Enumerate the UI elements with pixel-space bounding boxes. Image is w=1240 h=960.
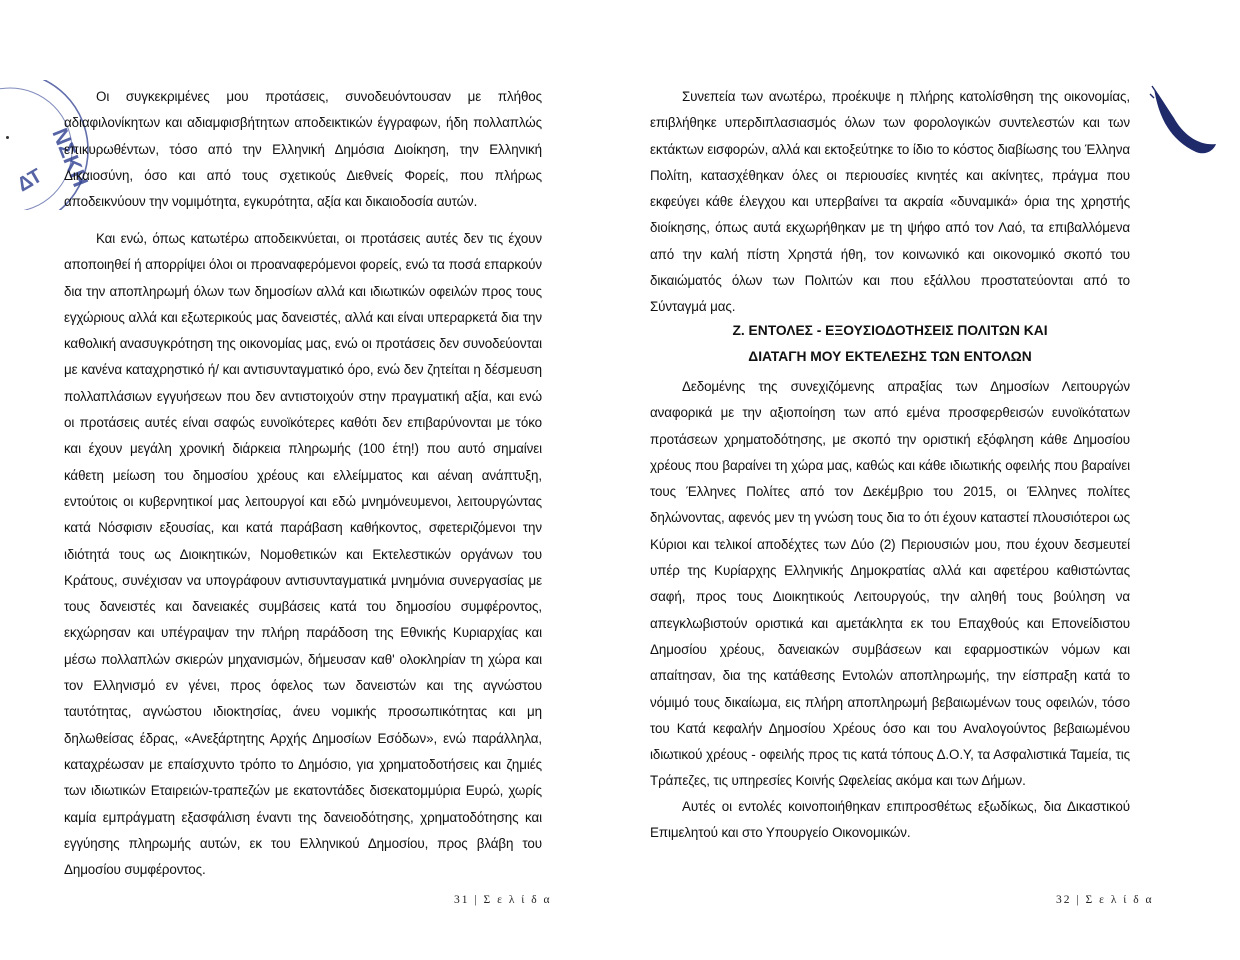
paragraph: Οι συγκεκριμένες μου προτάσεις, συνοδευόντουσαν με πλήθος αδιαφιλονίκητων και αδιαμφισβήτητων αποδεικτικών έγγραφων, ήδη πολλαπλώς επικυρωθέντων, τόσο από την Ελληνική Δημόσια Διοίκηση, την Ελληνική Δικαιοσύνη, όσο και από τους σχετικούς Διεθνείς Φορείς, που πλήρως αποδεικνύουν την νομιμότητα, εγκυρότητα, αξία και δικαιοδοσία αυτών.	[64, 89, 542, 210]
svg-text:ΝΣΚΗ: ΝΣΚΗ	[47, 124, 94, 191]
svg-text:ΔΤ: ΔΤ	[13, 164, 47, 197]
paragraph: Δεδομένης της συνεχιζόμενης απραξίας των Δημοσίων Λειτουργών αναφορικά με την αξιοποίηση των από εμένα προσφερθεισών ευνοϊκότατων προτάσεων χρηματοδότησης, με σκοπό την οριστική εξόφληση κάθε Δημοσίου χρέους που βαραίνει τη χώρα μας, καθώς και κάθε ιδιωτικής οφειλής που βαραίνει τους Έλληνες Πολίτες από τον Δεκέμβριο του 2015, οι Έλληνες πολίτες δηλώνοντας, αφενός μεν τη γνώση τους δια το ότι έχουν καταστεί πλουσιότεροι ως Κύριοι και τελικοί αποδέχτες των Δύο (2) Περιουσιών μου, που έχουν δεσμευτεί υπέρ της Κυρίαρχης Ελληνικής Δημοκρατίας αλλά και αφετέρου καθιστώντας σαφή, προς τους Διοικητικούς Λειτουργούς, την αληθή τους βούληση να απεγκλωβιστούν οριστικά και αμετάκλητα εκ του Επαχθούς και Επονείδιστου Δημοσίου χρέους, δανειακών συμβάσεων και εφαρμοστικών νόμων και απαίτησαν, δια της κατάθεσης Εντολών αποπληρωμής, την είσπραξη κατά το νόμιμό τους δικαίωμα, εις πλήρη αποπληρωμή βεβαιωμένων τους οφειλών, τόσο του Κατά κεφαλήν Δημοσίου Χρέους όσο και του Αναλογούντος βεβαιωμένου ιδιωτικού χρέους - οφειλής προς τις κατά τόπους Δ.Ο.Υ, τα Ασφαλιστικά Ταμεία, τις Τράπεζες, τις υπηρεσίες Κοινής Ωφελείας ακόμα και των Δήμων.	[650, 379, 1130, 789]
section-heading: Ζ. ΕΝΤΟΛΕΣ - ΕΞΟΥΣΙΟΔΟΤΗΣΕΙΣ ΠΟΛΙΤΩΝ ΚΑΙ	[732, 323, 1048, 338]
page-number: 31 | Σ ε λ ί δ α	[454, 894, 552, 906]
paragraph: Συνεπεία των ανωτέρω, προέκυψε η πλήρης κατολίσθηση της οικονομίας, επιβλήθηκε υπερδιπλασιασμός όλων των φορολογικών συντελεστών και των εκτάκτων εισφορών, αλλά και εκτοξεύτηκε το ίδιο το κόστος διαβίωσης του Έλληνα Πολίτη, κατασχέθηκαν όλες οι περιουσίες κινητές και ακίνητες, πράγμα που εκφεύγει κάθε έλεγχου και υπερβαίνει τα ακραία «δυναμικά» όρια της χρηστής διοίκησης, όπως αυτά εκχωρήθηκαν με τη ψήφο από τον Λαό, τα επιβαλλόμενα από την καλή πίστη Χρηστά ήθη, τον κοινωνικό και οικονομικό σκοπό του δικαιώματός όλων των Πολιτών και που εξάλλου προστατεύονται από το Σύνταγμά μας.	[650, 89, 1130, 315]
ink-mark-icon	[1148, 84, 1218, 164]
page-number: 32 | Σ ε λ ί δ α	[1056, 894, 1154, 906]
paragraph: Αυτές οι εντολές κοινοποιήθηκαν επιπροσθέτως εξωδίκως, δια Δικαστικού Επιμελητού και στο Υπουργείο Οικονομικών.	[650, 799, 1130, 841]
right-page	[620, 0, 1240, 960]
paragraph: Και ενώ, όπως κατωτέρω αποδεικνύεται, οι προτάσεις αυτές δεν τις έχουν αποποιηθεί ή απορρίψει όλοι οι προαναφερόμενοι φορείς, ενώ τα ποσά επαρκούν δια την αποπληρωμή όλων των δημοσίων αλλά και ιδιωτικών οφειλών προς τους εγχώριους αλλά και εξωτερικούς μας δανειστές, αλλά και είναι υπεραρκετά δια την καθολική ανασυγκρότηση της οικονομίας μας, ενώ οι προτάσεις δεν συνοδεύονται με κανένα καταχρηστικό ή/ και αντισυνταγματικό όρο, ενώ δεν ζητείται η δέσμευση πολλαπλάσιων εγγυήσεων που δεν αντιστοιχούν στην πραγματική αξία, και ενώ οι προτάσεις αυτές είναι σαφώς ευνοϊκότερες καθότι δεν επιβαρύνονται με τόκο και έχουν μεγάλη χρονική διάρκεια πληρωμής (100 έτη!) που αυτό σημαίνει κάθετη μείωση του δημοσίου χρέους και ελλείμματος και αέναη ανάπτυξη, εντούτοις οι κυβερνητικοί μας λειτουργοί και εδώ μνημόνευμενοι, λειτουργώντας κατά Νόσφισιν εξουσίας, και κατά παράβαση καθήκοντος, σφετεριζόμενοι την ιδιότητά τους ως Διοικητικών, Νομοθετικών και Εκτελεστικών οργάνων του Κράτους, συνέχισαν να υπογράφουν αντισυνταγματικά μνημόνια συνεργασίας με τους δανειστές και δανειακές συμβάσεις κατά του δημοσίου συμφέροντος, εκχώρησαν και υπέγραψαν την πλήρη παράδοση της Εθνικής Κυριαρχίας και μέσω πολλαπλών σκιερών μηχανισμών, δήμευσαν καθ' ολοκληρίαν τη χώρα και τον Ελληνισμό εν γένει, προς όφελος των δανειστών και της αγνώστου ταυτότητας, αγνώστου ιδιοκτησίας, άνευ νομικής προσωπικότητας και μη δηλωθείσας έδρας, «Ανεξάρτητης Αρχής Δημοσίων Εσόδων», ενώ παράλληλα, καταχρέωσαν με επαίσχυντο τρόπο το Δημόσιο, για χρηματοδοτήσεις και ζημιές των ιδιωτικών Εταιρειών-τραπεζών με εκατοντάδες δισεκατομμύρια Ευρώ, χωρίς καμία εμπράγματη εξασφάλιση έναντι της δανειοδότησης, χρηματοδότησης και εγγύησης πληρωμής αυτών, εκ του Ελληνικού Δημοσίου, προς βλάβη του Δημοσίου συμφέροντος.	[64, 231, 542, 878]
section-heading: ΔΙΑΤΑΓΗ ΜΟΥ ΕΚΤΕΛΕΣΗΣ ΤΩΝ ΕΝΤΟΛΩΝ	[748, 349, 1032, 364]
